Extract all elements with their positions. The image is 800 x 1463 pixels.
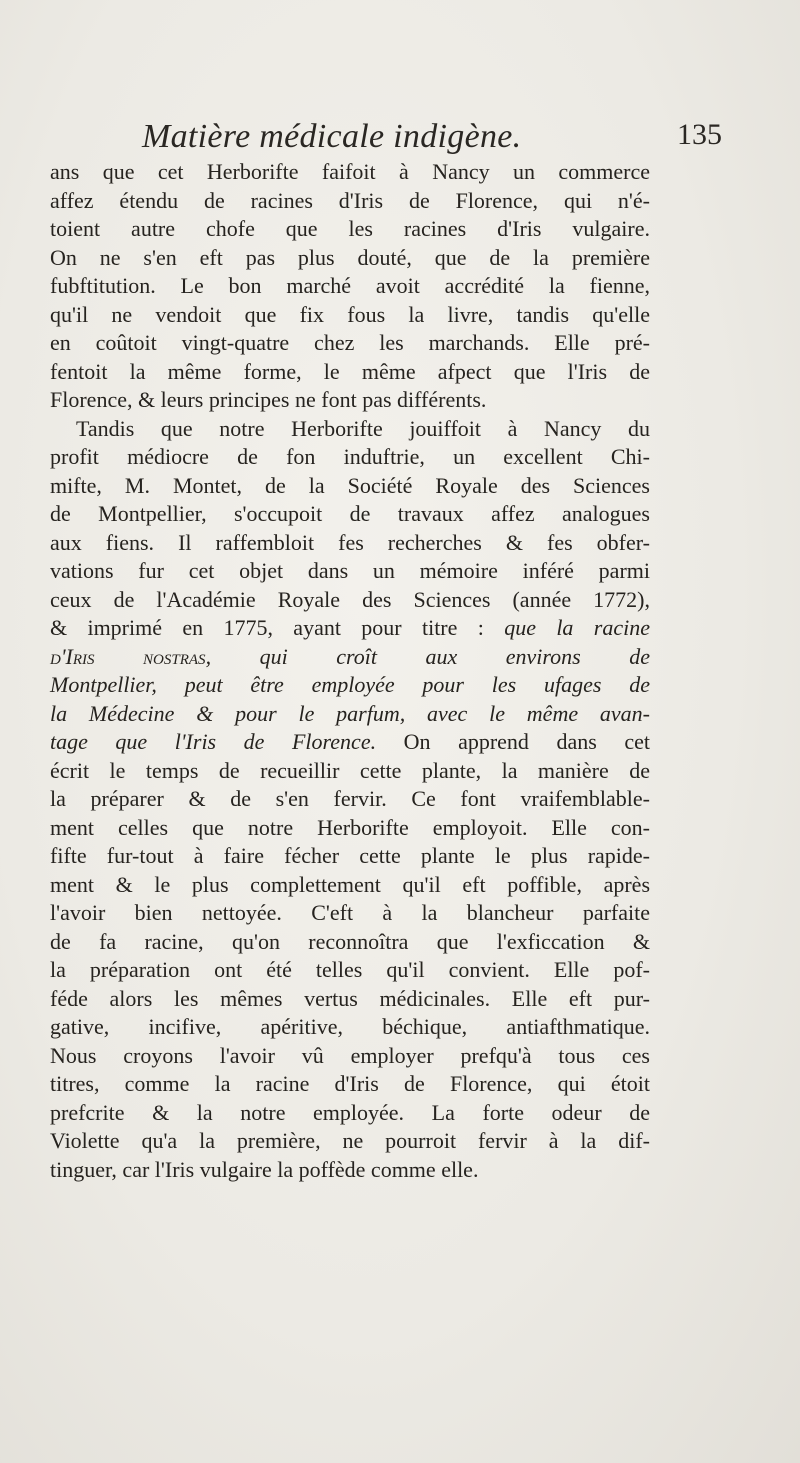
text-line: mifte, M. Montet, de la Société Royale des Sciences bbox=[50, 472, 650, 498]
text-line: ceux de l'Académie Royale des Sciences (année 1772), bbox=[50, 586, 650, 612]
text-line: ment & le plus complettement qu'il eft poffible, après bbox=[50, 871, 650, 897]
paragraph-2 bbox=[50, 415, 650, 1185]
title-citation: tage que l'Iris de Florence. bbox=[50, 729, 377, 754]
text-line: de Montpellier, s'occupoit de travaux affez analogues bbox=[50, 501, 650, 526]
text-line: qu'il ne vendoit que fix fous la livre, tandis qu'elle bbox=[50, 301, 650, 327]
text-line: ment celles que notre Herborifte employoit. Elle con- bbox=[50, 814, 650, 840]
text-line: On ne s'en eft pas plus douté, que de la première bbox=[50, 244, 650, 270]
text-line: Florence, & leurs principes ne font pas différents. bbox=[50, 387, 487, 412]
text-line: écrit le temps de recueillir cette plante, la manière de bbox=[50, 757, 650, 783]
page-header bbox=[142, 118, 722, 162]
text-line: profit médiocre de fon induftrie, un excellent Chi- bbox=[50, 444, 650, 469]
text-line bbox=[50, 614, 650, 643]
title-citation: Montpellier, peut être employée pour les ufages de bbox=[50, 672, 650, 697]
text-line: Tandis que notre Herborifte jouiffoit à Nancy du bbox=[76, 415, 650, 441]
text-line: fubftitution. Le bon marché avoit accrédité la fienne, bbox=[50, 273, 650, 298]
text-line: la préparation ont été telles qu'il convient. Elle pof- bbox=[50, 957, 650, 982]
text-line: fentoit la même forme, le même afpect que l'Iris de bbox=[50, 358, 650, 384]
text-line: l'avoir bien nettoyée. C'eft à la blancheur parfaite bbox=[50, 900, 650, 925]
text-line bbox=[50, 728, 650, 757]
text-line bbox=[50, 643, 650, 672]
text-line: en coûtoit vingt-quatre chez les marchands. Elle pré- bbox=[50, 330, 650, 355]
page-number: 135 bbox=[677, 118, 722, 151]
paragraph-1 bbox=[50, 158, 650, 415]
text-line: la préparer & de s'en fervir. Ce font vraifemblable- bbox=[50, 786, 650, 811]
text-line: prefcrite & la notre employée. La forte odeur de bbox=[50, 1099, 650, 1125]
title-citation: la Médecine & pour le parfum, avec le même avan- bbox=[50, 700, 650, 726]
text-line: tinguer, car l'Iris vulgaire la poffède comme elle. bbox=[50, 1156, 479, 1182]
title-citation: que la racine bbox=[504, 615, 650, 640]
text-line: Nous croyons l'avoir vû employer prefqu'à tous ces bbox=[50, 1042, 650, 1068]
text-run: & imprimé en 1775, ayant pour titre : bbox=[50, 615, 505, 640]
text-line: de fa racine, qu'on reconnoîtra que l'exficcation & bbox=[50, 928, 650, 954]
title-citation: , qui croît aux environs de bbox=[205, 643, 651, 669]
text-line: féde alors les mêmes vertus médicinales. Elle eft pur- bbox=[50, 985, 650, 1011]
body-text bbox=[50, 158, 650, 1184]
text-line: Violette qu'a la première, ne pourroit fervir à la dif- bbox=[50, 1128, 650, 1153]
running-title: Matière médicale indigène. bbox=[142, 118, 522, 155]
text-line: toient autre chofe que les racines d'Iris vulgaire. bbox=[50, 216, 650, 241]
title-citation: d'Iris nostras bbox=[50, 643, 206, 669]
text-line: aux fiens. Il raffembloit fes recherches & fes obfer- bbox=[50, 529, 650, 555]
text-line: titres, comme la racine d'Iris de Florence, qui étoit bbox=[50, 1071, 650, 1096]
text-line: fifte fur-tout à faire fécher cette plante le plus rapide- bbox=[50, 843, 650, 868]
text-run: On apprend dans cet bbox=[376, 729, 650, 754]
text-line: vations fur cet objet dans un mémoire inféré parmi bbox=[50, 558, 650, 583]
text-line: gative, incifive, apéritive, béchique, antiafthmatique. bbox=[50, 1014, 650, 1039]
text-line: affez étendu de racines d'Iris de Florence, qui n'é- bbox=[50, 187, 650, 213]
text-line: ans que cet Herborifte faifoit à Nancy un commerce bbox=[50, 159, 650, 184]
